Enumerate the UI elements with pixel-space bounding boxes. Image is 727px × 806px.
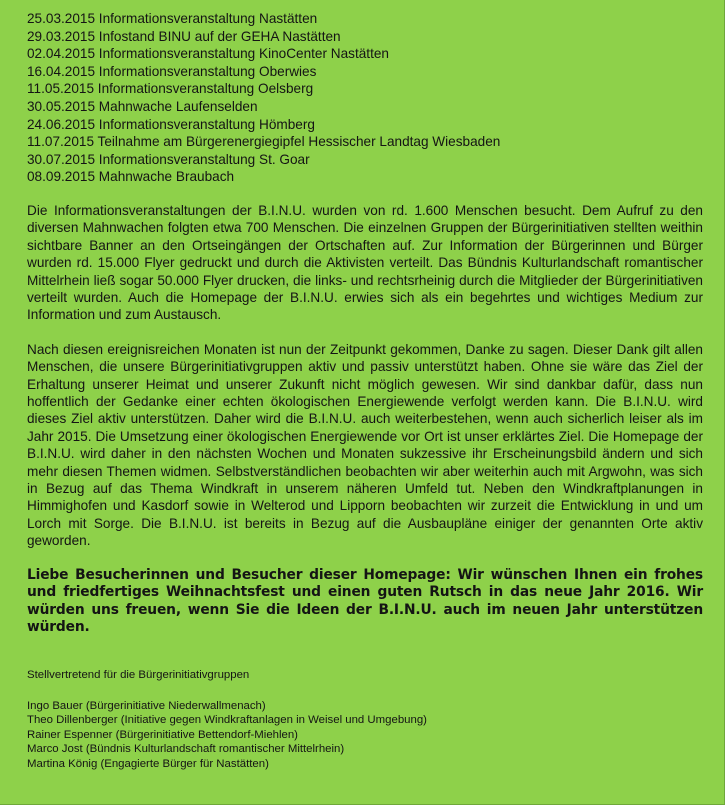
signer-item: Martina König (Engagierte Bürger für Nastätten) — [27, 758, 269, 770]
event-item: 30.05.2015 Mahnwache Laufenselden — [27, 98, 258, 114]
thanks-paragraph: Nach diesen ereignisreichen Monaten ist nun der Zeitpunkt gekommen, Danke zu sagen. Dieser Dank gilt allen Menschen, die unsere Bürgerinitiativgruppen aktiv und passiv unterstützt haben. Ohne sie wäre das Ziel der Erhaltung unserer Heimat und unserer Zukunft nicht möglich gewesen. Wir sind dankbar dafür, dass nun hoffentlich der Gedanke einer echten ökologischen Energiewende verfolgt werden kann. Die B.I.N.U. wird dieses Ziel aktiv unterstützen. Daher wird die B.I.N.U. auch weiterbestehen, wenn auch sicherlich leiser als im Jahr 2015. Die Umsetzung einer ökologischen Energiewende vor Ort ist unser erklärtes Ziel. Die Homepage der B.I.N.U. wird daher in den nächsten Wochen und Monaten sukzessive ihr Erscheinungsbild ändern und sich mehr diesen Themen widmen. Selbstverständlichen beobachten wir aber weiterhin auch mit Argwohn, was sich in Bezug auf das Thema Windkraft in unserem näheren Umfeld tut. Neben den Windkraftplanungen in Himmighofen und Kasdorf sowie in Welterod und Lipporn beobachten wir zurzeit die Entwicklung in und um Lorch mit Sorge. Die B.I.N.U. ist bereits in Bezug auf die Ausbaupläne einiger der genannten Orte aktiv geworden. — [27, 341, 703, 549]
event-item: 24.06.2015 Informationsveranstaltung Hömberg — [27, 116, 315, 132]
signer-item: Ingo Bauer (Bürgerinitiative Niederwallmenach) — [27, 699, 266, 712]
event-item: 11.05.2015 Informationsveranstaltung Oelsberg — [27, 81, 314, 97]
event-item: 16.04.2015 Informationsveranstaltung Oberwies — [27, 63, 317, 79]
event-item: 25.03.2015 Informationsveranstaltung Nastätten — [27, 11, 318, 26]
signer-item: Rainer Espenner (Bürgerinitiative Bettendorf-Miehlen) — [27, 728, 298, 741]
signer-item: Marco Jost (Bündnis Kulturlandschaft romantischer Mittelrhein) — [27, 743, 345, 756]
signature-intro: Stellvertretend für die Bürgerinitiativgruppen — [27, 669, 250, 682]
event-item: 02.04.2015 Informationsveranstaltung KinoCenter Nastätten — [27, 46, 389, 62]
summary-paragraph: Die Informationsveranstaltungen der B.I.N.U. wurden von rd. 1.600 Menschen besucht. Dem Aufruf zu den diversen Mahnwachen folgten etwa 700 Menschen. Die einzelnen Gruppen der Bürgerinitiativen stellten weithin sichtbare Banner an den Ortseingängen der Ortschaften auf. Zur Information der Bürgerinnen und Bürger wurden rd. 15.000 Flyer gedruckt und durch die Aktivisten verteilt. Das Bündnis Kulturlandschaft romantischer Mittelrhein ließ sogar 50.000 Flyer drucken, die links- und rechtsrheinig durch die Mitglieder der Bürgerinitiativen verteilt wurden. Auch die Homepage der B.I.N.U. erwies sich als ein begehrtes und wichtiges Medium zur Information und zum Austausch. — [27, 202, 703, 323]
event-item: 29.03.2015 Infostand BINU auf der GEHA Nastätten — [27, 28, 341, 44]
event-item: 08.09.2015 Mahnwache Braubach — [27, 169, 235, 185]
greeting-paragraph: Liebe Besucherinnen und Besucher dieser Homepage: Wir wünschen Ihnen ein frohes und friedfertiges Weihnachtsfest und einen guten Rutsch in das neue Jahr 2016. Wir würden uns freuen, wenn Sie die Ideen der B.I.N.U. auch im neuen Jahr unterstützen würden. — [27, 566, 703, 636]
event-list — [27, 10, 703, 186]
event-item: 30.07.2015 Informationsveranstaltung St. Goar — [27, 151, 310, 167]
event-item: 11.07.2015 Teilnahme am Bürgerenergiegipfel Hessischer Landtag Wiesbaden — [27, 134, 501, 150]
signer-list — [27, 699, 703, 772]
signer-item: Theo Dillenberger (Initiative gegen Windkraftanlagen in Weisel und Umgebung) — [27, 714, 427, 727]
